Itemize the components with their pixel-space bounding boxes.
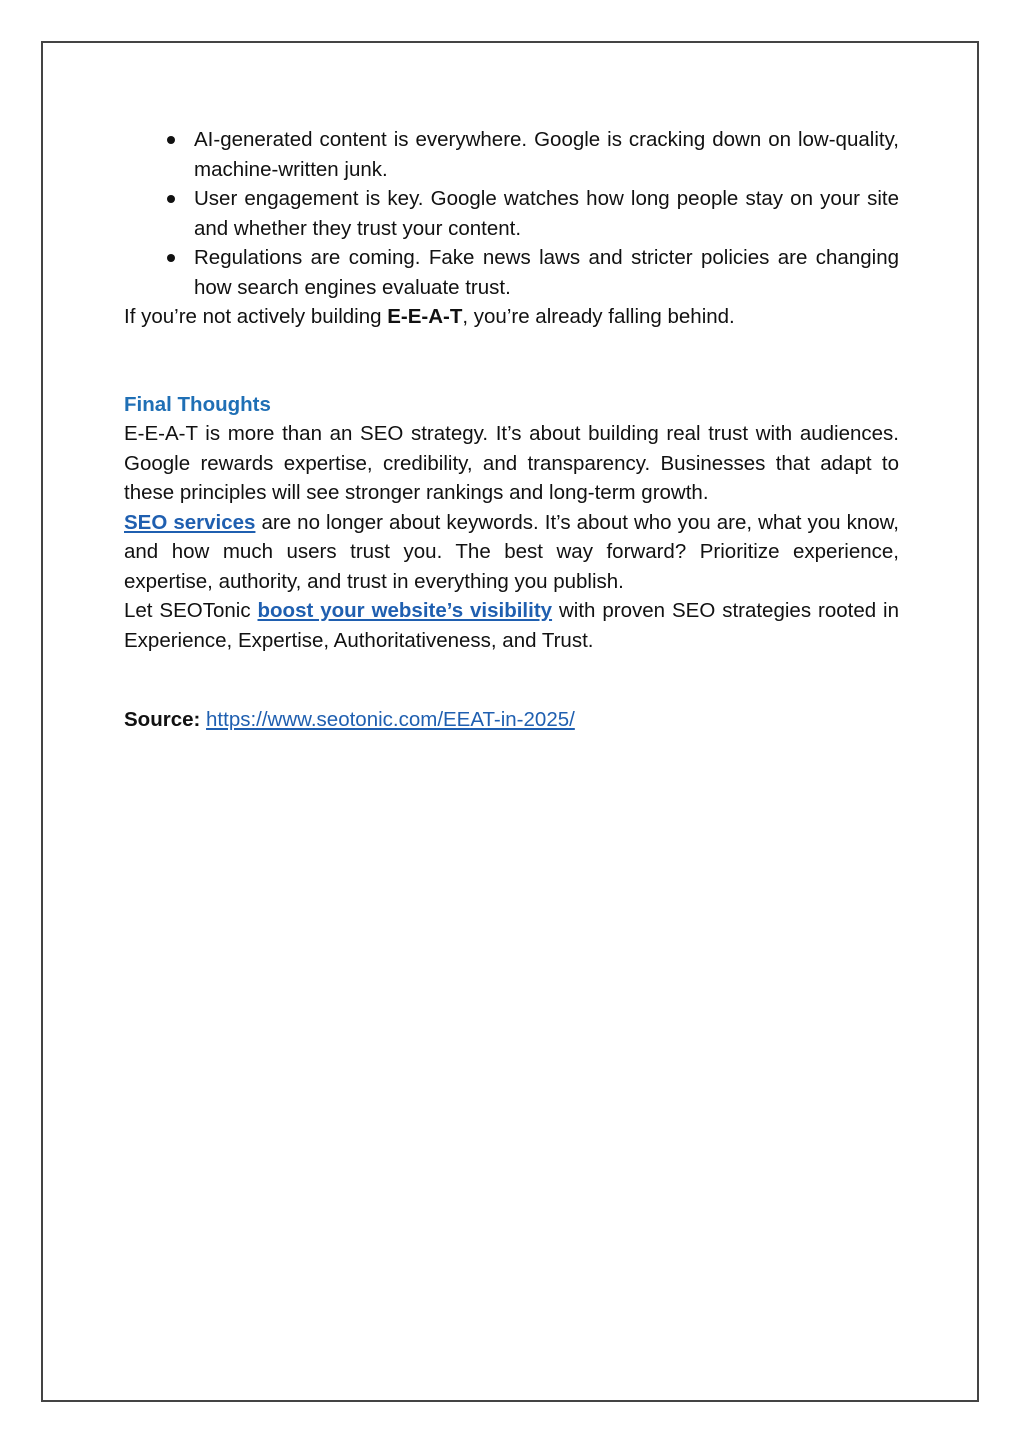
bullet-icon: [167, 195, 175, 203]
paragraph-3-after: with proven SEO strategies rooted in Experience, Expertise, Authoritativeness, and Trust.: [124, 599, 899, 652]
final-thoughts-paragraph-2: [124, 508, 899, 597]
paragraph-3-before: Let SEOTonic: [124, 599, 258, 622]
source-label: Source:: [124, 708, 201, 731]
list-item: [124, 125, 899, 184]
boost-visibility-link[interactable]: boost your website’s visibility: [257, 599, 553, 622]
closing-text-after: , you’re already falling behind.: [462, 305, 735, 328]
list-item: [124, 243, 899, 302]
source-url-link[interactable]: https://www.seotonic.com/EEAT-in-2025/: [206, 708, 575, 731]
bullet-icon: [167, 254, 175, 262]
bullet-list: [124, 125, 899, 302]
final-thoughts-heading: Final Thoughts: [124, 392, 271, 416]
seo-services-link[interactable]: SEO services: [124, 510, 256, 534]
bullet-icon: [167, 136, 175, 144]
bullet-text: AI-generated content is everywhere. Google is cracking down on low-quality, machine-written junk.: [194, 128, 899, 181]
source-line: [124, 705, 899, 735]
bullet-text: User engagement is key. Google watches how long people stay on your site and whether they trust your content.: [194, 187, 899, 240]
closing-text-before: If you’re not actively building: [124, 305, 388, 328]
paragraph-2-text: are no longer about keywords. It’s about who you are, what you know, and how much users trust you. The best way forward? Prioritize experience, expertise, authority, and trust in everything you publish.: [124, 510, 899, 593]
closing-sentence: [124, 302, 899, 332]
bullet-text: Regulations are coming. Fake news laws and stricter policies are changing how search engines evaluate trust.: [194, 246, 899, 299]
eeat-bold: E-E-A-T: [387, 305, 463, 328]
list-item: [124, 184, 899, 243]
final-thoughts-paragraph-3: [124, 596, 899, 655]
document-content: [124, 125, 899, 735]
final-thoughts-paragraph-1: E-E-A-T is more than an SEO strategy. It’s about building real trust with audiences. Google rewards expertise, credibility, and transparency. Businesses that adapt to these principles will see stronger rankings and long-term growth.: [124, 422, 899, 504]
